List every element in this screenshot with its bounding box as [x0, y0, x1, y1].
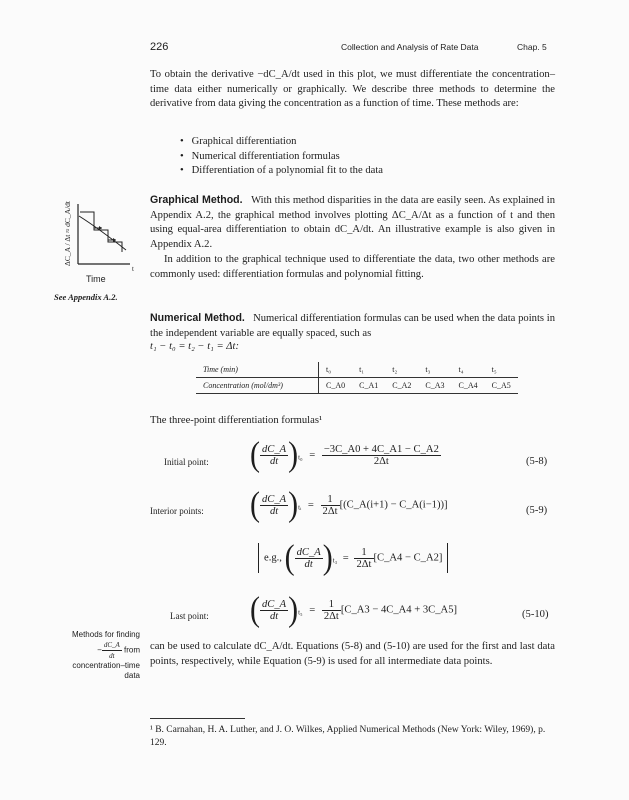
equation-5-10: ( $\frac{dC\_A}{dt}$ )$_{t_5}$ = $\frac{1}{2\Delta t}$ [C_A3 − 4C_A4 + 3C_A5] — [250, 590, 458, 629]
table-row — [196, 378, 518, 394]
t-axis-label: t — [132, 265, 134, 273]
numerical-method-paragraph: Numerical Method. Numerical differentiation formulas can be used when the data points in the independent variable are equally spaced, such as — [150, 312, 555, 339]
running-head: Collection and Analysis of Rate Data — [341, 42, 479, 52]
table-cell: t₂ — [392, 365, 398, 374]
interior-points-label: Interior points: — [150, 506, 204, 516]
data-table — [196, 362, 518, 394]
footnote-rule — [150, 718, 245, 719]
three-point-intro: The three-point differentiation formulas¹ — [150, 415, 323, 426]
table-cell: C_A1 — [359, 381, 379, 390]
initial-point-label: Initial point: — [164, 457, 209, 467]
table-cell: Time (min) — [203, 365, 238, 374]
spacing-expression: t₁ − t₀ = t₂ − t₁ = Δt: — [150, 341, 239, 352]
page-number: 226 — [150, 41, 169, 53]
equation-5-8: ( $\frac{dC\_A}{dt}$ )$_{t_0}$ = $\frac{-3C\_A0 + 4C\_A1 - C\_A2}{2\Delta t}$ — [250, 435, 439, 474]
last-point-label: Last point: — [170, 611, 209, 621]
table-cell: t₁ — [359, 365, 365, 374]
list-item: • Graphical differentiation — [180, 136, 297, 147]
table-cell: C_A4 — [458, 381, 478, 390]
y-axis-label: ΔC_A / Δt ≈ dC_A/dt — [63, 200, 72, 266]
table-cell: t₀ — [319, 362, 353, 378]
graphical-method-paragraph: Graphical Method. With this method disparities in the data are easily seen. As explained in Appendix A.2, the graphical method involves plotting ΔC_A/Δt as a function of t and then using equal-area differentiation to obtain dC_A/dt. An illustrative example is also given in Appendix A.2. — [150, 194, 555, 250]
method-list — [180, 135, 383, 179]
intro-paragraph: To obtain the derivative −dC_A/dt used in this plot, we must differentiate the concentration–time data either numerically or graphically. We describe three methods to determine the derivative from data giving the concentration as a function of time. These methods are: — [150, 69, 555, 110]
table-cell: C_A3 — [425, 381, 445, 390]
margin-note: Methods for finding − $\frac{dC\_A}{dt}$ from concentration–time data — [71, 630, 140, 680]
table-cell: C_A2 — [392, 381, 412, 390]
table-row — [196, 362, 518, 378]
footnote: ¹ B. Carnahan, H. A. Luther, and J. O. Wilkes, Applied Numerical Methods (New York: Wiley, 1969), p. 129. — [150, 725, 546, 748]
numerical-method-heading: Numerical Method. — [150, 312, 245, 324]
list-item: • Numerical differentiation formulas — [180, 150, 340, 162]
equation-number-5-10: (5-10) — [522, 609, 549, 620]
table-cell: C_A0 — [319, 378, 353, 394]
table-cell: t₅ — [491, 365, 497, 374]
table-cell: t₄ — [458, 365, 464, 374]
graphical-method-paragraph-2: In addition to the graphical technique used to differentiate the data, two other methods are commonly used: differentiation formulas and polynomial fitting. — [150, 254, 555, 280]
table-cell: C_A5 — [491, 381, 511, 390]
table-cell: Concentration (mol/dm³) — [203, 381, 283, 390]
graphical-method-sketch — [50, 200, 140, 292]
equation-5-9: ( $\frac{dC\_A}{dt}$ )$_{tᵢ}$ = $\frac{1}{2\Delta t}$ [(C_A(i+1) − C_A(i−1))] — [250, 485, 448, 524]
appendix-note: See Appendix A.2. — [54, 292, 118, 302]
table-cell: t₃ — [425, 365, 431, 374]
example-equation: e.g., ( $\frac{dC\_A}{dt}$ )$_{t_3}$ = $\frac{1}{2\Delta t}$ [C_A4 − C_A2] — [258, 543, 448, 573]
list-item: • Differentiation of a polynomial fit to the data — [180, 165, 383, 177]
chapter-label: Chap. 5 — [517, 42, 547, 52]
closing-paragraph: can be used to calculate dC_A/dt. Equations (5-8) and (5-10) are used for the first and last data points, respectively, while Equation (5-9) is used for all intermediate data points. — [150, 641, 555, 667]
equation-number-5-9: (5-9) — [526, 505, 548, 516]
time-axis-label: Time — [86, 274, 106, 284]
graphical-method-heading: Graphical Method. — [150, 194, 243, 206]
equation-number-5-8: (5-8) — [526, 456, 548, 467]
